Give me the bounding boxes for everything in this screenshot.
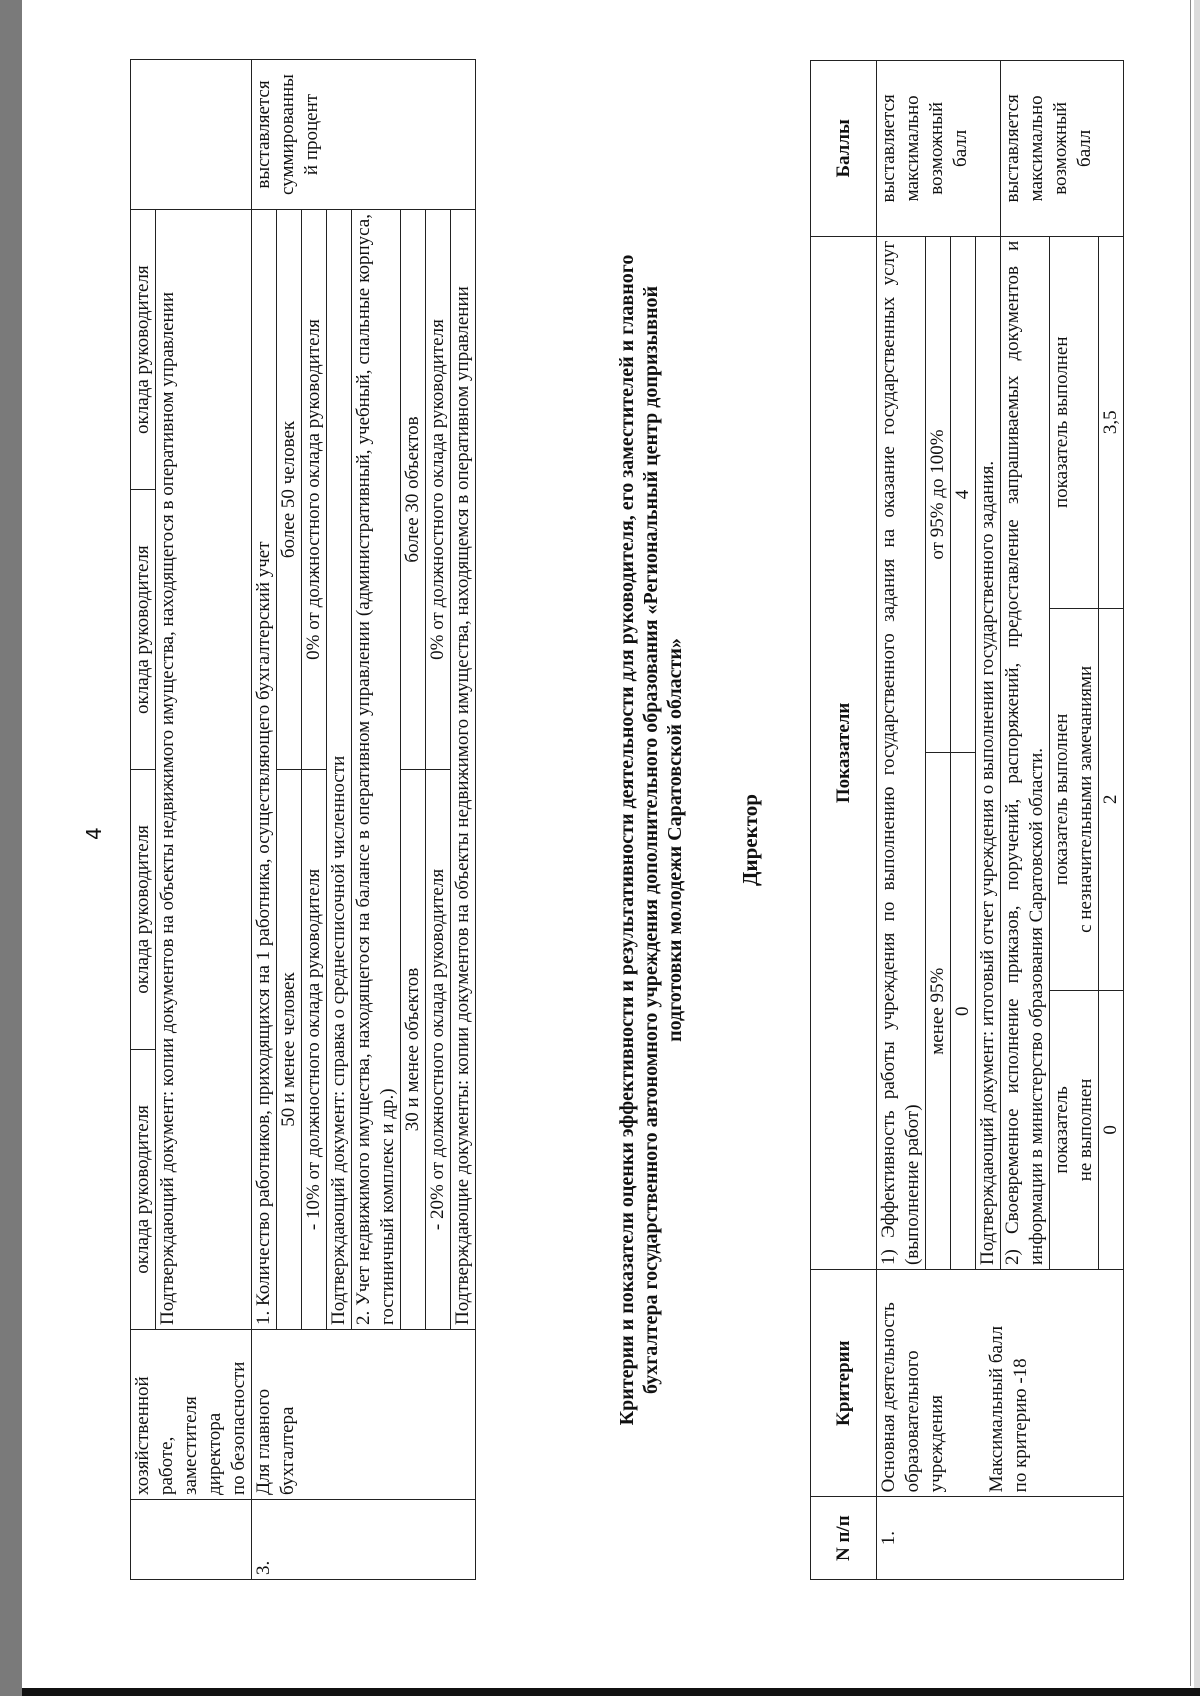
- subheading-director: Директор: [738, 794, 762, 886]
- document-page: [30, 0, 1191, 1686]
- table-top: [130, 59, 476, 1580]
- table-director: [810, 60, 1124, 1580]
- table-row-1b: 2) Своевременное исполнение приказов, поручений, распоряжений, предоставление запрашиваемых документов и информации в министерство образования Саратовской области. показатель не выполнен показатель выполнен с незначительными замечаниями показатель выполнен 0 2 3,5 выставляется максимально возможный балл: [1001, 61, 1124, 1580]
- table-row-prev: хозяйственной работе, заместителя директора по безопасности оклада руководителя оклада руководителя оклада руководителя оклада руководителя Подтверждающий документ: копии документов на объекты недвижимого имущества, находящегося в оперативном управлении: [131, 60, 252, 1580]
- doc-note: Подтверждающий документ: копии документов на объекты недвижимого имущества, находящегося в оперативном управлении: [156, 210, 181, 1329]
- page-bottom-shadow: [22, 1688, 1200, 1696]
- page-right-shadow: [1194, 0, 1200, 1696]
- table-row-1: 1. Основная деятельность образовательного учреждения Максимальный балл по критерию -18 1) Эффективность работы учреждения по выполнению государственного задания на оказание государственных услуг (выполнение работ) менее 95% от 95% до 100% 0 4 Подтверждающий документ: итоговый отчет учреждения о выполнении государственного задания. выставляется максимально возможный балл: [877, 61, 1001, 1580]
- viewer-left-bar: [0, 0, 22, 1696]
- page-number: 4: [82, 827, 106, 840]
- table-header-row: N п/п Критерии Показатели Баллы: [811, 61, 877, 1580]
- section-heading: Критерии и показатели оценки эффективности и результативности деятельности для руководителя, его заместителей и главного бухгалтера государственного автономного учреждения дополнительного образования «Региональный центр допризывной подготовки молодежи Саратовской области»: [616, 254, 686, 1426]
- rotated-content: [70, 70, 1190, 1610]
- table-row-3: 3. Для главного бухгалтера 1. Количество работников, приходящихся на 1 работника, осуществляющего бухгалтерский учет 50 и менее человек более 50 человек - 10% от должностного оклада руководителя 0% от должностного оклада руководителя Подтверждающий документ: справка о среднесписочной численности 2. Учет недвижимого имущества, находящегося на балансе в оперативном управлении (административный, учебный, спальные корпуса, гостиничный комплекс и др.) 30 и менее объектов более 30 объектов - 20% от должностного оклада руководителя 0% от должностного оклада руководителя Подтверждающие документы: копии документов на объекты недвижимого имущества, находящемся в оперативном управлении выставляется суммированны й процент: [252, 60, 476, 1580]
